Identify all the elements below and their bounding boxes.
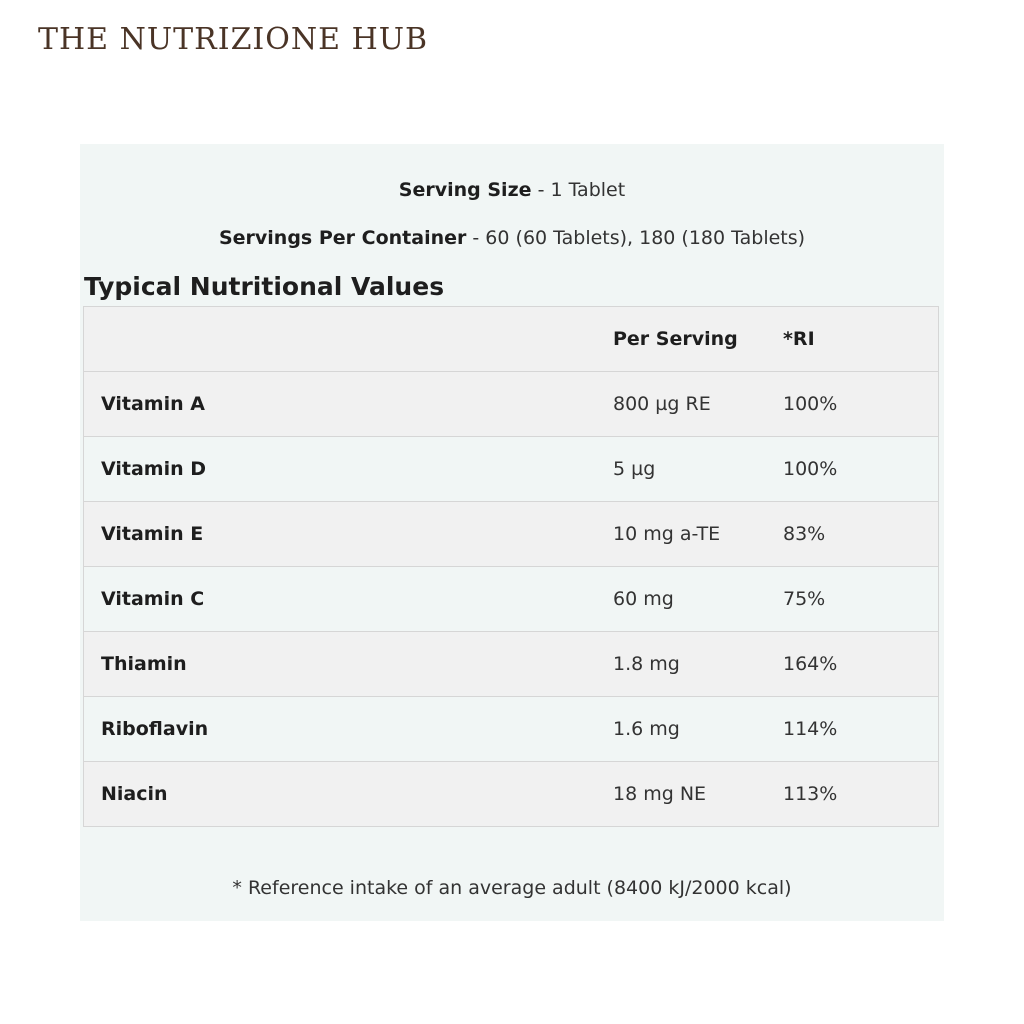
serving-size-label: Serving Size (398, 179, 532, 201)
ri-value: 164% (783, 632, 939, 697)
ri-value: 100% (783, 437, 939, 502)
header-per-serving: Per Serving (613, 307, 783, 372)
table-row (84, 762, 939, 827)
nutrition-panel (80, 144, 944, 921)
ri-value: 100% (783, 372, 939, 437)
reference-intake-footnote: * Reference intake of an average adult (8400 kJ/2000 kcal) (232, 877, 792, 899)
table-row (84, 502, 939, 567)
serving-size-value: - 1 Tablet (531, 179, 626, 201)
nutrition-table (83, 306, 939, 827)
per-serving-value: 5 µg (613, 437, 783, 502)
servings-per-container-line (80, 227, 944, 249)
table-row (84, 437, 939, 502)
nutrient-name: Riboflavin (84, 697, 614, 762)
per-serving-value: 18 mg NE (613, 762, 783, 827)
header-ri: *RI (783, 307, 939, 372)
nutrient-name: Thiamin (84, 632, 614, 697)
table-row (84, 372, 939, 437)
servings-per-container-value: - 60 (60 Tablets), 180 (180 Tablets) (466, 227, 806, 249)
section-title: Typical Nutritional Values (84, 272, 445, 301)
per-serving-value: 1.8 mg (613, 632, 783, 697)
brand-logo: THE NUTRIZIONE HUB (38, 22, 429, 57)
table-row (84, 697, 939, 762)
nutrient-name: Vitamin E (84, 502, 614, 567)
ri-value: 114% (783, 697, 939, 762)
serving-size-line (80, 179, 944, 201)
table-row (84, 632, 939, 697)
nutrient-name: Vitamin D (84, 437, 614, 502)
per-serving-value: 800 µg RE (613, 372, 783, 437)
ri-value: 75% (783, 567, 939, 632)
per-serving-value: 10 mg a-TE (613, 502, 783, 567)
header-nutrient (84, 307, 614, 372)
ri-value: 113% (783, 762, 939, 827)
table-row (84, 567, 939, 632)
nutrient-name: Vitamin A (84, 372, 614, 437)
nutrient-name: Vitamin C (84, 567, 614, 632)
per-serving-value: 1.6 mg (613, 697, 783, 762)
table-header-row (84, 307, 939, 372)
servings-per-container-label: Servings Per Container (218, 227, 467, 249)
ri-value: 83% (783, 502, 939, 567)
per-serving-value: 60 mg (613, 567, 783, 632)
nutrient-name: Niacin (84, 762, 614, 827)
